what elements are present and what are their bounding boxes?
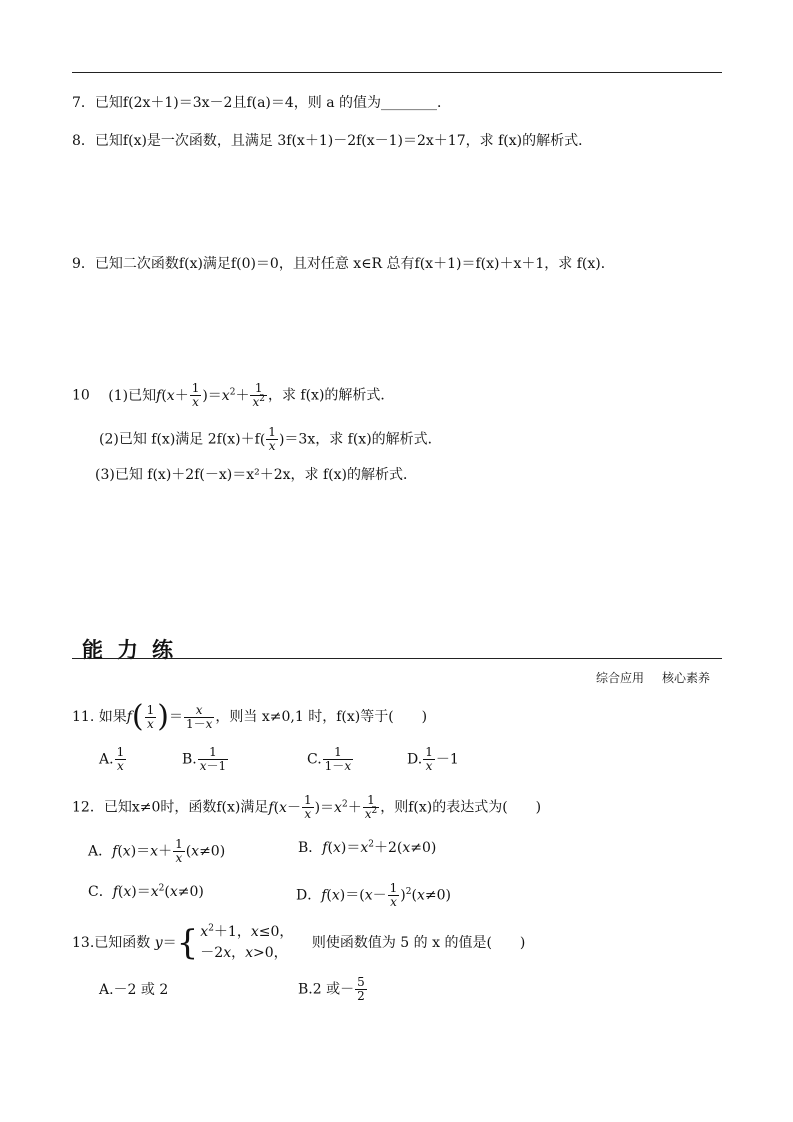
fraction: $\frac{1}{x}$ — [268, 425, 276, 453]
question-11 — [72, 699, 428, 734]
option-a[interactable]: A. $\frac{1}{x}$ — [99, 745, 125, 773]
question-9 — [72, 254, 615, 274]
tag-core-literacy: 核心素养 — [662, 671, 711, 685]
fraction: $\frac{1}{x^2}$ — [252, 381, 265, 409]
formula: f(x－ $\frac{1}{x}$ )$=x^2+$ $\frac{1}{x^2}$ — [268, 793, 378, 821]
question-12 — [72, 794, 541, 821]
fraction: $\frac{1}{x}$ — [303, 793, 312, 821]
question-13 — [72, 922, 525, 964]
fraction: $\frac{1}{x}$ — [116, 745, 125, 773]
fraction: $\frac{1}{1-x}$ — [324, 745, 352, 773]
question-number: 10 — [72, 387, 90, 404]
option-c[interactable]: C. $\frac{1}{1-x}$ — [307, 745, 352, 773]
fraction: $\frac{1}{x}$ — [389, 881, 398, 909]
fraction: $\frac{5}{2}$ — [357, 975, 365, 1003]
question-suffix: ，则f(x)的表达式为( ) — [380, 799, 542, 816]
question-text: 已知f(2x＋1)＝3x－2且f(a)＝4，则 a 的值为________． — [94, 95, 452, 111]
question-7 — [72, 93, 451, 113]
question-number: 8． — [72, 133, 95, 149]
question-text: 已知二次函数f(x)满足f(0)＝0，且对任意 x∈R 总有f(x＋1)＝f(x)＋x＋1，求 f(x)． — [94, 256, 615, 272]
option-d[interactable]: D. $\frac{1}{x}$ －1 — [407, 745, 459, 773]
question-prefix: 已知函数 — [94, 935, 151, 951]
fraction: $\frac{1}{x^2}$ — [364, 793, 378, 821]
question-10-part-1 — [72, 382, 394, 409]
question-text: 已知f(x)是一次函数，且满足 3f(x＋1)－2f(x－1)＝2x＋17，求 f(x)的解析式． — [94, 133, 593, 149]
question-prefix: 已知x≠0时，函数f(x)满足 — [103, 799, 269, 816]
question-prefix: 如果 — [98, 709, 127, 725]
tag-comprehensive: 综合应用 — [596, 671, 645, 685]
part-3-text: (3)已知 f(x)＋2f(－x)＝x²＋2x，求 f(x)的解析式． — [95, 467, 417, 483]
option-a[interactable]: A.－2 或 2 — [99, 982, 169, 998]
part-1-prefix: (1)已知 — [108, 387, 157, 404]
formula-2: ( $\frac{1}{x}$ ) — [259, 425, 285, 453]
part-1-suffix: ，求 f(x)的解析式． — [267, 387, 395, 404]
top-rule — [72, 72, 722, 73]
fraction: $\frac{1}{x}$ — [425, 745, 433, 773]
question-suffix: ，则当 x≠0,1 时，f(x)等于( ) — [215, 709, 428, 725]
question-10-part-3 — [95, 465, 417, 485]
option-d[interactable]: D．f(x)＝(x－ $\frac{1}{x}$ )$^2$(x≠0) — [296, 881, 451, 909]
option-c[interactable]: C．$f(x)=x^2(x\ne 0)$ — [88, 883, 204, 900]
option-b[interactable]: B. $\frac{1}{x-1}$ — [182, 745, 227, 773]
option-b[interactable]: B.2 或－ $\frac{5}{2}$ — [298, 975, 365, 1003]
piecewise-function: y＝{ $x^2+1$，x≤0， －2x，x>0， — [154, 923, 294, 963]
fraction: $\frac{1}{x}$ — [175, 837, 183, 865]
question-number: 9． — [72, 256, 95, 272]
part-2-suffix: ＝3x，求 f(x)的解析式． — [284, 431, 442, 448]
question-number: 13. — [72, 935, 95, 951]
fraction: $\frac{1}{x}$ — [146, 702, 155, 731]
formula: f( $\frac{1}{x}$ )＝ $\frac{x}{1-x}$ — [126, 699, 213, 734]
section-title: 能力练 — [82, 638, 187, 662]
formula-1: f(x＋ $\frac{1}{x}$ )$=x^2+$ $\frac{1}{x^2}$ — [156, 381, 265, 409]
fraction: $\frac{x}{1-x}$ — [185, 702, 213, 731]
fraction: $\frac{1}{x}$ — [191, 381, 200, 409]
question-10-part-2 — [99, 426, 442, 453]
question-suffix: 则使函数值为 5 的 x 的值是( ) — [311, 935, 526, 951]
question-8 — [72, 131, 592, 151]
question-number: 7． — [72, 95, 95, 111]
fraction: $\frac{1}{x-1}$ — [199, 745, 227, 773]
option-a[interactable]: A．f(x)＝x＋ $\frac{1}{x}$ (x≠0) — [88, 837, 226, 865]
part-2-prefix: (2)已知 f(x)满足 2f(x)＋f — [99, 431, 260, 448]
section-tags — [578, 669, 710, 686]
section-rule — [72, 658, 722, 659]
option-b[interactable]: B．$f(x)=x^2+2(x\ne 0)$ — [298, 839, 437, 856]
question-number: 12． — [72, 799, 104, 816]
question-number: 11. — [72, 709, 95, 725]
